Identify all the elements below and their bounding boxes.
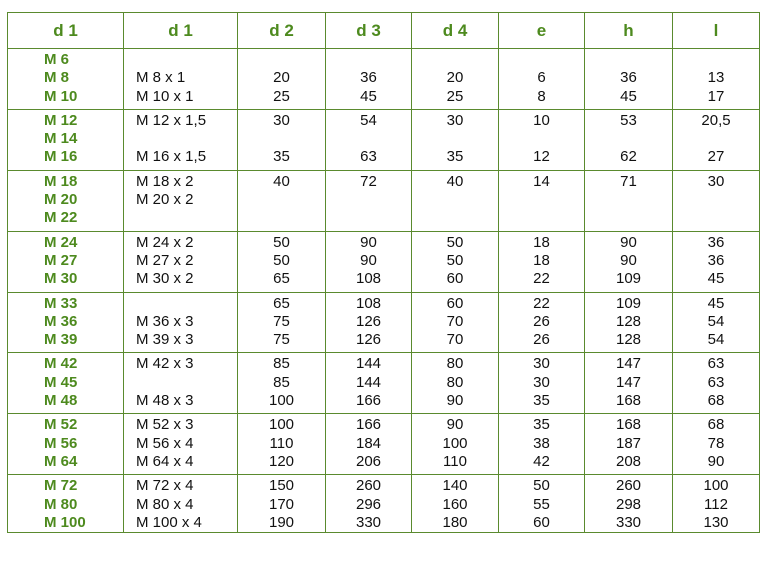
cell-value: M 36 xyxy=(44,312,78,330)
cell-value: 22 xyxy=(533,270,550,288)
cell-value: 147 xyxy=(615,373,642,391)
header-d1-fine: d 1 xyxy=(124,13,238,49)
cell-value xyxy=(326,130,411,148)
cell-d2 xyxy=(238,170,326,231)
cell-value xyxy=(585,191,672,209)
cell-l xyxy=(673,475,760,533)
header-row xyxy=(8,13,760,49)
cell-value: 90 xyxy=(360,251,377,269)
cell-value: 78 xyxy=(707,434,725,452)
cell-value: 18 xyxy=(533,233,550,251)
header-d2: d 2 xyxy=(238,13,326,49)
cell-value: 54 xyxy=(707,331,725,349)
cell-thread xyxy=(8,292,124,353)
cell-value: 90 xyxy=(707,452,725,470)
cell-value: 70 xyxy=(446,312,464,330)
cell-e xyxy=(499,475,585,533)
cell-thread xyxy=(8,49,124,110)
cell-value: 170 xyxy=(268,495,295,513)
cell-value: M 18 x 2 xyxy=(136,172,194,190)
cell-value: M 42 x 3 xyxy=(136,355,194,373)
cell-value: M 39 xyxy=(44,331,78,349)
cell-value: 35 xyxy=(533,416,550,434)
cell-value: 128 xyxy=(615,331,642,349)
cell-d4 xyxy=(412,353,499,414)
cell-value: 206 xyxy=(355,452,382,470)
cell-value: M 12 xyxy=(44,111,78,129)
cell-value: M 10 xyxy=(44,87,78,105)
cell-value: 22 xyxy=(533,294,550,312)
cell-value: 68 xyxy=(707,392,725,410)
cell-value xyxy=(238,209,325,227)
cell-value: 50 xyxy=(273,233,290,251)
cell-fine-thread xyxy=(124,109,238,170)
cell-value xyxy=(412,191,498,209)
cell-d2 xyxy=(238,292,326,353)
cell-value: M 10 x 1 xyxy=(136,87,194,105)
cell-value xyxy=(499,51,584,69)
cell-value: 90 xyxy=(446,416,464,434)
cell-value: 50 xyxy=(446,251,464,269)
cell-value xyxy=(673,191,759,209)
cell-d3 xyxy=(326,292,412,353)
cell-value: 75 xyxy=(273,312,290,330)
cell-value: M 56 xyxy=(44,434,78,452)
cell-h xyxy=(585,49,673,110)
cell-value xyxy=(499,130,584,148)
cell-value: M 100 xyxy=(44,513,86,531)
table-row xyxy=(8,414,760,475)
cell-value: 12 xyxy=(533,148,550,166)
cell-e xyxy=(499,49,585,110)
cell-fine-thread xyxy=(124,353,238,414)
cell-value: 100 xyxy=(703,477,729,495)
cell-h xyxy=(585,292,673,353)
cell-value: 26 xyxy=(533,331,550,349)
cell-d2 xyxy=(238,475,326,533)
cell-d4 xyxy=(412,414,499,475)
cell-value: 20 xyxy=(273,69,290,87)
cell-value xyxy=(136,130,237,148)
cell-value: 75 xyxy=(273,331,290,349)
cell-d3 xyxy=(326,49,412,110)
cell-value: 36 xyxy=(707,233,725,251)
cell-fine-thread xyxy=(124,475,238,533)
cell-value: 110 xyxy=(443,452,467,470)
cell-value: 147 xyxy=(615,355,642,373)
cell-value: M 16 xyxy=(44,148,78,166)
cell-value: 36 xyxy=(707,251,725,269)
cell-value: 30 xyxy=(707,172,725,190)
cell-value: 42 xyxy=(533,452,550,470)
cell-d4 xyxy=(412,49,499,110)
cell-value: 85 xyxy=(273,355,290,373)
cell-value: M 24 x 2 xyxy=(136,233,194,251)
cell-value: 35 xyxy=(446,148,464,166)
cell-value: 70 xyxy=(446,331,464,349)
cell-value: 100 xyxy=(268,392,295,410)
cell-h xyxy=(585,231,673,292)
table-row xyxy=(8,109,760,170)
cell-value xyxy=(136,295,237,313)
cell-h xyxy=(585,170,673,231)
cell-d4 xyxy=(412,170,499,231)
cell-d4 xyxy=(412,475,499,533)
cell-value: M 16 x 1,5 xyxy=(136,148,207,166)
cell-d2 xyxy=(238,49,326,110)
header-l: l xyxy=(673,13,760,49)
cell-value: 330 xyxy=(355,513,382,531)
cell-value: M 27 xyxy=(44,251,78,269)
cell-value: 10 xyxy=(533,111,550,129)
cell-value: 27 xyxy=(707,148,725,166)
cell-thread xyxy=(8,475,124,533)
cell-value: 63 xyxy=(707,355,725,373)
cell-h xyxy=(585,475,673,533)
cell-value: 26 xyxy=(533,312,550,330)
cell-value xyxy=(585,51,672,69)
header-d1: d 1 xyxy=(8,13,124,49)
cell-value: 168 xyxy=(615,392,642,410)
cell-value: 160 xyxy=(442,495,468,513)
cell-d2 xyxy=(238,353,326,414)
cell-value xyxy=(585,209,672,227)
cell-value: M 45 xyxy=(44,373,78,391)
cell-e xyxy=(499,109,585,170)
cell-value: 63 xyxy=(360,148,377,166)
cell-value: 40 xyxy=(446,172,464,190)
cell-value: 54 xyxy=(360,111,377,129)
cell-d3 xyxy=(326,353,412,414)
cell-value: 45 xyxy=(360,87,377,105)
cell-value: M 52 x 3 xyxy=(136,416,194,434)
cell-value: 166 xyxy=(355,416,382,434)
cell-value: 100 xyxy=(442,434,468,452)
cell-value: M 33 xyxy=(44,294,78,312)
cell-d2 xyxy=(238,414,326,475)
cell-fine-thread xyxy=(124,170,238,231)
cell-value: 20,5 xyxy=(701,111,731,129)
cell-value: 40 xyxy=(273,172,290,190)
cell-value: M 80 xyxy=(44,495,78,513)
cell-value: 150 xyxy=(268,477,295,495)
cell-l xyxy=(673,170,760,231)
cell-value: M 18 xyxy=(44,172,78,190)
cell-value: 166 xyxy=(355,392,382,410)
cell-value: 30 xyxy=(533,355,550,373)
header-d4: d 4 xyxy=(412,13,499,49)
cell-value xyxy=(238,51,325,69)
cell-value: M 42 xyxy=(44,355,78,373)
cell-h xyxy=(585,414,673,475)
cell-value: 20 xyxy=(446,69,464,87)
cell-value xyxy=(499,209,584,227)
cell-e xyxy=(499,292,585,353)
cell-value: 110 xyxy=(269,434,294,452)
cell-l xyxy=(673,49,760,110)
cell-l xyxy=(673,231,760,292)
cell-value: 144 xyxy=(355,373,382,391)
cell-e xyxy=(499,414,585,475)
header-e: e xyxy=(499,13,585,49)
cell-value xyxy=(326,51,411,69)
cell-value: M 12 x 1,5 xyxy=(136,111,207,129)
cell-value: M 64 x 4 xyxy=(136,452,194,470)
cell-value: 330 xyxy=(615,513,642,531)
cell-value xyxy=(673,209,759,227)
table-row xyxy=(8,170,760,231)
cell-value: M 20 xyxy=(44,191,78,209)
cell-value: M 48 xyxy=(44,392,78,410)
cell-value: 60 xyxy=(446,270,464,288)
cell-value: 298 xyxy=(615,495,642,513)
cell-value: 53 xyxy=(620,111,637,129)
cell-value: M 6 xyxy=(44,51,70,68)
cell-value: 260 xyxy=(355,477,382,495)
cell-value xyxy=(136,209,237,227)
cell-fine-thread xyxy=(124,414,238,475)
cell-d4 xyxy=(412,231,499,292)
cell-value: M 52 xyxy=(44,416,78,434)
cell-value: 25 xyxy=(273,87,290,105)
cell-value xyxy=(412,51,498,69)
cell-value: 25 xyxy=(446,87,464,105)
cell-value: 17 xyxy=(707,87,725,105)
cell-value: 30 xyxy=(273,111,290,129)
cell-value: 35 xyxy=(273,148,290,166)
cell-d4 xyxy=(412,109,499,170)
cell-l xyxy=(673,109,760,170)
cell-value: 45 xyxy=(707,270,725,288)
cell-value xyxy=(585,130,672,148)
cell-value: 68 xyxy=(707,416,725,434)
cell-value: M 64 xyxy=(44,452,78,470)
cell-value xyxy=(412,130,498,148)
cell-value: M 39 x 3 xyxy=(136,331,194,349)
cell-value: 80 xyxy=(446,373,464,391)
cell-value: 112 xyxy=(704,495,728,513)
cell-value: 30 xyxy=(533,373,550,391)
cell-value xyxy=(326,191,411,209)
cell-value: 8 xyxy=(537,87,546,105)
cell-value: M 48 x 3 xyxy=(136,392,194,410)
cell-value: 187 xyxy=(615,434,642,452)
cell-e xyxy=(499,353,585,414)
cell-value: 65 xyxy=(273,270,290,288)
cell-value: 72 xyxy=(360,172,377,190)
cell-value: 36 xyxy=(620,69,637,87)
cell-value: 296 xyxy=(355,495,382,513)
cell-value xyxy=(136,374,237,392)
cell-value: 13 xyxy=(707,69,725,87)
cell-value xyxy=(136,51,237,69)
cell-value: 63 xyxy=(707,373,725,391)
cell-value: 126 xyxy=(355,312,382,330)
cell-d4 xyxy=(412,292,499,353)
cell-value: M 30 xyxy=(44,270,78,288)
cell-d3 xyxy=(326,414,412,475)
cell-value: 126 xyxy=(355,331,382,349)
cell-fine-thread xyxy=(124,292,238,353)
table-body xyxy=(8,49,760,533)
table-row xyxy=(8,292,760,353)
cell-value: 50 xyxy=(446,233,464,251)
cell-h xyxy=(585,353,673,414)
cell-value: M 100 x 4 xyxy=(136,513,202,531)
cell-value: 50 xyxy=(273,251,290,269)
cell-d3 xyxy=(326,170,412,231)
dimensions-table xyxy=(7,12,760,533)
cell-value: 168 xyxy=(615,416,642,434)
cell-value: 144 xyxy=(355,355,382,373)
cell-value: 80 xyxy=(446,355,464,373)
cell-d2 xyxy=(238,231,326,292)
cell-value: M 36 x 3 xyxy=(136,312,194,330)
cell-fine-thread xyxy=(124,231,238,292)
cell-value: 60 xyxy=(446,294,464,312)
cell-d3 xyxy=(326,231,412,292)
cell-thread xyxy=(8,170,124,231)
cell-l xyxy=(673,414,760,475)
cell-value: M 24 xyxy=(44,233,78,251)
cell-value xyxy=(238,191,325,209)
cell-value: 85 xyxy=(273,373,290,391)
cell-value: 14 xyxy=(533,172,550,190)
cell-d2 xyxy=(238,109,326,170)
cell-value: 90 xyxy=(360,233,377,251)
cell-value: 184 xyxy=(355,434,382,452)
cell-d3 xyxy=(326,109,412,170)
cell-value: M 80 x 4 xyxy=(136,495,194,513)
cell-value: 109 xyxy=(615,294,642,312)
cell-value: 108 xyxy=(355,270,382,288)
cell-value: 90 xyxy=(446,392,464,410)
cell-value xyxy=(238,130,325,148)
cell-value: M 30 x 2 xyxy=(136,270,194,288)
cell-value: 208 xyxy=(615,452,642,470)
cell-value: M 8 x 1 xyxy=(136,69,186,87)
cell-value: 90 xyxy=(620,233,637,251)
cell-value: M 22 xyxy=(44,209,78,227)
cell-e xyxy=(499,170,585,231)
cell-value: 18 xyxy=(533,251,550,269)
cell-l xyxy=(673,292,760,353)
cell-value: 260 xyxy=(615,477,642,495)
cell-value: 35 xyxy=(533,392,550,410)
cell-value xyxy=(673,51,759,69)
cell-value: 71 xyxy=(620,172,637,190)
cell-value: 109 xyxy=(615,270,642,288)
cell-thread xyxy=(8,231,124,292)
cell-value: 50 xyxy=(533,477,550,495)
cell-value: 120 xyxy=(268,452,295,470)
cell-value: 180 xyxy=(442,513,468,531)
cell-value: 62 xyxy=(620,148,637,166)
cell-thread xyxy=(8,414,124,475)
cell-h xyxy=(585,109,673,170)
cell-value: M 20 x 2 xyxy=(136,191,194,209)
cell-value: 6 xyxy=(537,69,546,87)
cell-value: 190 xyxy=(268,513,295,531)
header-d3: d 3 xyxy=(326,13,412,49)
cell-thread xyxy=(8,109,124,170)
cell-d3 xyxy=(326,475,412,533)
cell-value: 38 xyxy=(533,434,550,452)
cell-value: M 72 x 4 xyxy=(136,477,194,495)
header-h: h xyxy=(585,13,673,49)
cell-value: M 56 x 4 xyxy=(136,434,194,452)
cell-l xyxy=(673,353,760,414)
cell-value xyxy=(412,209,498,227)
cell-value: 108 xyxy=(355,294,382,312)
cell-value: 54 xyxy=(707,312,725,330)
cell-value: 130 xyxy=(703,513,729,531)
cell-value xyxy=(499,191,584,209)
cell-value: 30 xyxy=(446,111,464,129)
cell-value: M 27 x 2 xyxy=(136,251,194,269)
cell-value xyxy=(673,130,759,148)
cell-value: 100 xyxy=(268,416,295,434)
cell-value: 65 xyxy=(273,294,290,312)
table-row xyxy=(8,475,760,533)
cell-e xyxy=(499,231,585,292)
cell-value: 128 xyxy=(615,312,642,330)
cell-value: 55 xyxy=(533,495,550,513)
table-row xyxy=(8,49,760,110)
cell-value: M 8 xyxy=(44,69,70,87)
cell-value xyxy=(326,209,411,227)
cell-value: 60 xyxy=(533,513,550,531)
table-row xyxy=(8,353,760,414)
cell-fine-thread xyxy=(124,49,238,110)
cell-value: 36 xyxy=(360,69,377,87)
cell-value: M 14 xyxy=(44,130,78,148)
cell-value: 45 xyxy=(707,294,725,312)
cell-thread xyxy=(8,353,124,414)
cell-value: 45 xyxy=(620,87,637,105)
cell-value: 90 xyxy=(620,251,637,269)
table-row xyxy=(8,231,760,292)
cell-value: M 72 xyxy=(44,477,78,495)
cell-value: 140 xyxy=(442,477,468,495)
